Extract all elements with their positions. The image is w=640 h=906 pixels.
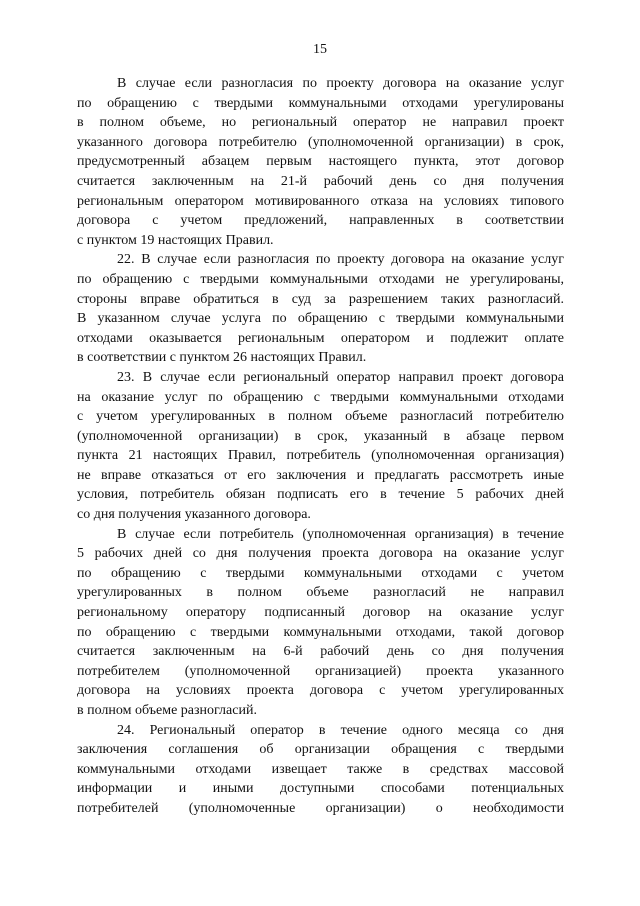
paragraph-line: договора с учетом предложений, направленных в соответствии bbox=[77, 213, 564, 229]
paragraph-line: в полном объеме, но региональный оператор не направил проект bbox=[77, 115, 564, 131]
paragraph-line: региональным оператором мотивированного отказа на условиях типового bbox=[77, 193, 564, 209]
paragraph-line: условия, потребитель обязан подписать его в течение 5 рабочих дней bbox=[77, 487, 564, 503]
paragraph-line: с пунктом 19 настоящих Правил. bbox=[77, 232, 274, 248]
paragraph-line: предусмотренный абзацем первым настоящего пункта, этот договор bbox=[77, 154, 564, 170]
paragraph-line: с учетом урегулированных в полном объеме разногласий потребителю bbox=[77, 409, 564, 425]
paragraph-line: по обращению с твердыми коммунальными отходами урегулированы bbox=[77, 95, 564, 111]
paragraph-line: считается заключенным на 21-й рабочий день со дня получения bbox=[77, 173, 564, 189]
paragraph-line: В указанном случае услуга по обращению с твердыми коммунальными bbox=[77, 311, 564, 327]
paragraph-line: информации и иными доступными способами потенциальных bbox=[77, 781, 564, 797]
paragraph-item-24 bbox=[77, 721, 564, 819]
paragraph-line: на оказание услуг по обращению с твердыми коммунальными отходами bbox=[77, 389, 564, 405]
paragraph-line: по обращению с твердыми коммунальными отходами, такой договор bbox=[77, 624, 564, 640]
paragraph-line: со дня получения указанного договора. bbox=[77, 507, 311, 523]
paragraph-line: региональному оператору подписанный договор на оказание услуг bbox=[77, 605, 564, 621]
paragraph-line: не вправе отказаться от его заключения и предлагать рассмотреть иные bbox=[77, 467, 564, 483]
paragraph-line: по обращению с твердыми коммунальными отходами не урегулированы, bbox=[77, 271, 564, 287]
paragraph-line: 24. Региональный оператор в течение одного месяца со дня bbox=[117, 722, 564, 738]
paragraph-line: потребителем (уполномоченной организацией) проекта указанного bbox=[77, 663, 564, 679]
paragraph-line: договора на условиях проекта договора с учетом урегулированных bbox=[77, 683, 564, 699]
paragraph-line: 5 рабочих дней со дня получения проекта договора на оказание услуг bbox=[77, 546, 564, 562]
paragraph-line: (уполномоченной организации) в срок, указанный в абзаце первом bbox=[77, 428, 564, 444]
paragraph-line: потребителей (уполномоченные организации) о необходимости bbox=[77, 800, 564, 816]
paragraph-line: стороны вправе обратиться в суд за разрешением таких разногласий. bbox=[77, 291, 564, 307]
paragraph-line: считается заключенным на 6-й рабочий день со дня получения bbox=[77, 644, 564, 660]
paragraph-line: 22. В случае если разногласия по проекту договора на оказание услуг bbox=[117, 252, 564, 268]
paragraph-item-23 bbox=[77, 368, 564, 525]
paragraph-1 bbox=[77, 74, 564, 250]
paragraph-line: В случае если разногласия по проекту договора на оказание услуг bbox=[117, 76, 564, 91]
paragraph-line: 23. В случае если региональный оператор направил проект договора bbox=[117, 369, 564, 385]
paragraph-line: по обращению с твердыми коммунальными отходами с учетом bbox=[77, 565, 564, 581]
document-body bbox=[77, 74, 564, 819]
paragraph-line: коммунальными отходами извещает также в средствах массовой bbox=[77, 761, 564, 777]
paragraph-line: пункта 21 настоящих Правил, потребитель (уполномоченная организация) bbox=[77, 448, 564, 464]
paragraph-line: отходами оказывается региональным оператором и подлежит оплате bbox=[77, 330, 564, 346]
paragraph-line: урегулированных в полном объеме разногласий не направил bbox=[77, 585, 564, 601]
paragraph-line: в соответствии с пунктом 26 настоящих Правил. bbox=[77, 350, 367, 366]
paragraph-item-22 bbox=[77, 250, 564, 368]
paragraph-line: в полном объеме разногласий. bbox=[77, 703, 257, 718]
paragraph-line: заключения соглашения об организации обращения с твердыми bbox=[77, 742, 564, 758]
paragraph-line: В случае если потребитель (уполномоченная организация) в течение bbox=[117, 526, 564, 542]
paragraph-4 bbox=[77, 525, 564, 721]
page-number: 15 bbox=[313, 42, 327, 57]
paragraph-line: указанного договора потребителю (уполномоченной организации) в срок, bbox=[77, 134, 564, 150]
